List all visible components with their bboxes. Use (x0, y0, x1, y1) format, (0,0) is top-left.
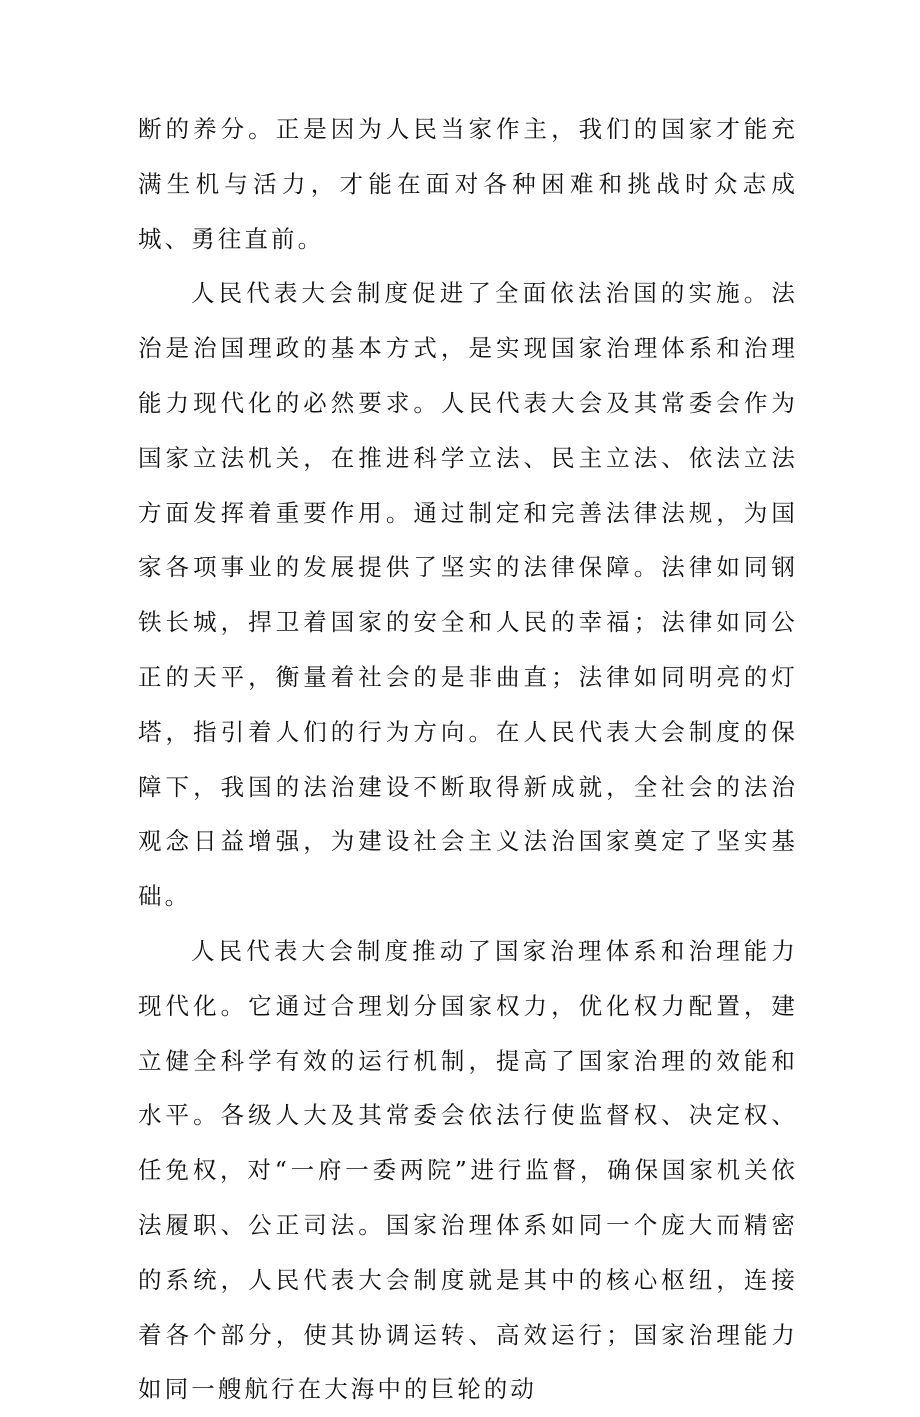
document-page (138, 102, 798, 1417)
paragraph-governance: 人民代表大会制度推动了国家治理体系和治理能力现代化。它通过合理划分国家权力，优化权力配置，建立健全科学有效的运行机制，提高了国家治理的效能和水平。各级人大及其常委会依法行使监督权、决定权、任免权，对“一府一委两院”进行监督，确保国家机关依法履职、公正司法。国家治理体系如同一个庞大而精密的系统，人民代表大会制度就是其中的核心枢纽，连接着各个部分，使其协调运转、高效运行；国家治理能力如同一艘航行在大海中的巨轮的动 (138, 936, 798, 1404)
paragraph-rule-of-law: 人民代表大会制度促进了全面依法治国的实施。法治是治国理政的基本方式，是实现国家治理体系和治理能力现代化的必然要求。人民代表大会及其常委会作为国家立法机关，在推进科学立法、民主立法、依法立法方面发挥着重要作用。通过制定和完善法律法规，为国家各项事业的发展提供了坚实的法律保障。法律如同钢铁长城，捍卫着国家的安全和人民的幸福；法律如同公正的天平，衡量着社会的是非曲直；法律如同明亮的灯塔，指引着人们的行为方向。在人民代表大会制度的保障下，我国的法治建设不断取得新成就，全社会的法治观念日益增强，为建设社会主义法治国家奠定了坚实基础。 (138, 279, 798, 911)
paragraph-continuation: 断的养分。正是因为人民当家作主，我们的国家才能充满生机与活力，才能在面对各种困难和挑战时众志成城、勇往直前。 (138, 115, 798, 253)
